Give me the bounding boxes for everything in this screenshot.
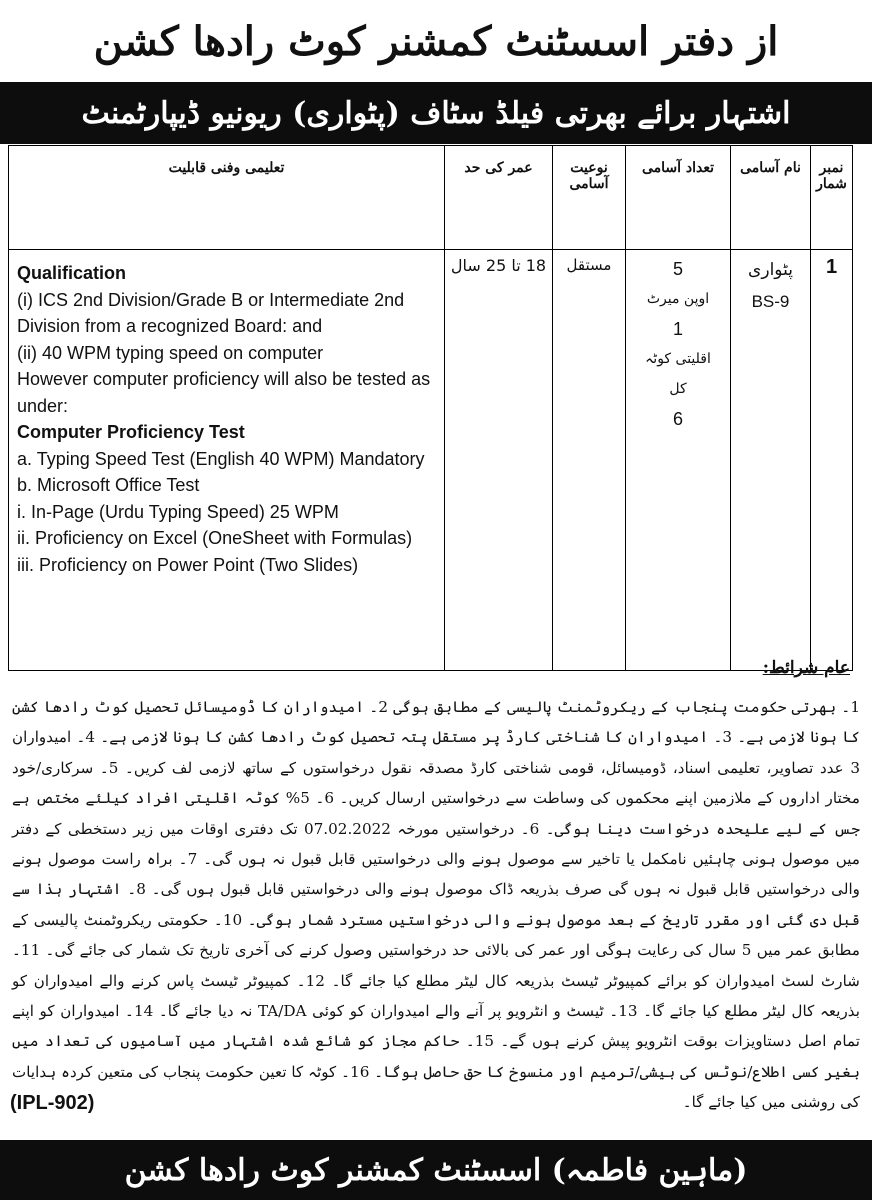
qualification-heading: Qualification: [17, 263, 127, 283]
test-line: a. Typing Speed Test (English 40 WPM) Mandatory: [17, 448, 425, 469]
post-count-cell: [626, 250, 731, 671]
total-label: کل: [669, 381, 687, 397]
age-limit: 18 تا 25 سال: [445, 250, 553, 671]
minority-quota-label: اقلیتی کوٹہ: [645, 351, 711, 367]
count-total: 6: [672, 409, 683, 429]
header-post: نام آسامی: [731, 146, 811, 250]
header-count: تعداد آسامی: [626, 146, 731, 250]
open-merit-label: اوپن میرٹ: [646, 291, 710, 307]
qualification-line: (i) ICS 2nd Division/Grade B or Intermediate 2nd Division from a recognized Board: and: [17, 289, 405, 336]
signatory-banner: (ماہین فاطمہ) اسسٹنٹ کمشنر کوٹ رادھا کشن: [0, 1140, 872, 1200]
conditions-text: 1۔ بھرتی حکومت پنجاب کے ریکروٹمنٹ پالیسی کے مطابق ہوگی 2۔ امیدواران کا ڈومیسائل تحصیل کوٹ رادھا کشن کا ہونا لازمی ہے۔ 3۔ امیدواران کا شناختی کارڈ پر مستقل پتہ تحصیل کوٹ رادھا کشن کا ہونا لازمی ہے۔ 4۔ امیدواران 3 عدد تصاویر، تعلیمی اسناد، ڈومیسائل، قومی شناختی کارڈ مصدقہ نقول درخواستوں کے ساتھ لازمی لف کریں۔ 5۔ سرکاری/خود مختار اداروں کے ملازمین اپنے محکموں کی وساطت سے درخواستیں ارسال کریں۔ 6۔ 5% کوٹہ اقلیتی افراد کیلئے مختص ہے جس کے لیے علیحدہ درخواست دینا ہوگی۔ 6۔ درخواستیں مورخہ 07.02.2022 تک دفتری اوقات میں زیر دستخطی کے دفتر میں موصول ہونی چاہئیں نامکمل یا تاخیر سے موصول ہونے والی درخواستیں قابل قبول نہ ہوں گی۔ 7۔ براہ راست موصول ہونے والی درخواستیں قابل قبول نہ ہوں گی صرف بذریعہ ڈاک موصول ہونے والی درخواستیں قابل قبول ہوں گی۔ 8۔ اشتہار ہذا سے قبل دی گئی اور مقرر تاریخ کے بعد موصول ہونے والی درخواستیں مسترد شمار ہوگی۔ 10۔ حکومتی ریکروٹمنٹ پالیسی کے مطابق عمر میں 5 سال کی رعایت ہوگی اور عمر کی بالائی حد درخواستیں وصول کرنے کی آخری تاریخ تک شمار کی جائے گی۔ 11۔ شارٹ لسٹ امیدواران کو برائے کمپیوٹر ٹیسٹ بذریعہ کال لیٹر مطلع کیا جائے گا۔ 12۔ کمپیوٹر ٹیسٹ پاس کرنے والے امیدواران کو بذریعہ کال لیٹر مطلع کیا جائے گا۔ 13۔ ٹیسٹ و انٹرویو پر آنے والے امیدواران کو کوئی TA/DA نہ دیا جائے گا۔ 14۔ امیدواران کو اپنے تمام اصل دستاویزات بوقت انٹرویو پیش کرنے ہوں گے۔ 15۔ حاکم مجاز کو شائع شدہ اشتہار میں آسامیوں کی تعداد میں بغیر کسی اطلاع/نوٹس کی بیشی/ترمیم اور منسوخ کا حق حاصل ہوگا۔ 16۔ کوٹہ کا تعین حکومت پنجاب کی متعین کردہ ہدایات کی روشنی میں کیا جائے گا۔: [12, 698, 861, 1112]
conditions-heading: عام شرائط:: [762, 658, 850, 678]
reference-number: (IPL-902): [10, 1092, 95, 1114]
count-open: 5: [672, 259, 683, 279]
table-header-row: [9, 146, 853, 250]
header-serial: نمبر شمار: [811, 146, 853, 250]
test-line: iii. Proficiency on Power Point (Two Slides): [17, 554, 359, 575]
header-nature: نوعیت آسامی: [553, 146, 626, 250]
header-qualification: تعلیمی وفنی قابلیت: [9, 146, 445, 250]
test-heading: Computer Proficiency Test: [17, 422, 245, 442]
qualification-line: However computer proficiency will also be tested as under:: [17, 369, 431, 416]
posts-table: [8, 145, 853, 671]
qualification-line: (ii) 40 WPM typing speed on computer: [17, 342, 324, 363]
test-line: ii. Proficiency on Excel (OneSheet with Formulas): [17, 528, 413, 548]
qualification-cell: [9, 250, 445, 671]
test-line: i. In-Page (Urdu Typing Speed) 25 WPM: [17, 501, 339, 522]
serial-number: 1: [811, 250, 853, 671]
office-title: از دفتر اسسٹنٹ کمشنر کوٹ رادھا کشن: [93, 17, 779, 65]
header-age: عمر کی حد: [445, 146, 553, 250]
ad-title-banner: اشتہار برائے بھرتی فیلڈ سٹاف (پٹواری) ریونیو ڈیپارٹمنٹ: [0, 82, 872, 144]
post-name: پٹواری: [748, 260, 793, 279]
table-row: [9, 250, 853, 671]
post-grade: BS-9: [751, 292, 790, 311]
test-line: b. Microsoft Office Test: [17, 475, 200, 495]
count-minority: 1: [672, 319, 683, 339]
post-nature: مستقل: [553, 250, 626, 671]
post-name-cell: [731, 250, 811, 671]
